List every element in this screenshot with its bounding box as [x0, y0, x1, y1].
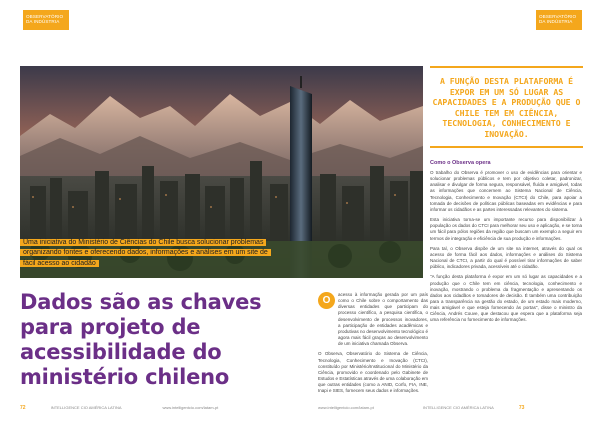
section-tag-left: OBSERVATÓRIO DA INDÚSTRIA	[23, 10, 69, 30]
drop-cap: O	[318, 292, 335, 309]
body-paragraph: "A função desta plataforma é expor em um só lugar as capacidades e a produção que o Chile tem em ciência, tecnologia, conhecimento e inovação, mostrando o problema da fragmentação e apresentando os dados aos cidadãos e tomadores de decisão. É também uma contribuição para a transparência na gestão do estado, de um estado mais moderno, mais amigável e que esteja fornecendo às portas", disse o ministro da Ciência, Andrés Couve, que destacou que espera que a plataforma seja uma referência no fornecimento de informações.	[430, 274, 582, 323]
body-paragraph: acesso à informação gerada por um país como o Chile sobre o comportamento das diversas entidades que participam do processo científico, a pesquisa científica, o desenvolvimento de processos inovadores, a participação de entidades acadêmicas e produtivas no desenvolvimento tecnológico é agora mais fácil graças ao desenvolvimento de um iniciativa chamada Observa.	[338, 292, 428, 347]
footer-url-right[interactable]: www.intelligentcio.com/latam-pt	[318, 405, 374, 410]
body-column-right	[430, 170, 582, 328]
body-column-left	[318, 292, 428, 399]
page-number-left: 72	[20, 405, 26, 411]
body-paragraph: Esta iniciativa torna-se um importante recurso para disponibilizar à população os dados do CTCI para melhorar seu uso e aplicação, e se torna um fácil para pólos regiões da região que buscam um exemplo a seguir em termos de integração e eficiência de sua produção e informações.	[430, 217, 582, 241]
footer-magazine-right: INTELLIGENCE CIO AMÉRICA LATINA	[422, 405, 494, 410]
footer-right	[318, 405, 524, 411]
body-paragraph: O Observa, Observatório do Sistema de Ciência, Tecnologia, Conhecimento e Inovação (CTCI), constituído por Ministério/Institucional do Ministério da Ciência, promovido e coordenado pelo Gabinete de Estudos e Estatísticas através de uma colaboração em que outras entidades (como a ANID, Corfo, FIA, INE, Inapi e SIES, fornecem seus dados e informações.	[318, 351, 428, 394]
sidebar-heading: Como o Observa opera	[430, 160, 491, 166]
article-title: Dados são as chaves para projeto de acessibilidade do ministério chileno	[20, 290, 262, 389]
pull-quote: A FUNÇÃO DESTA PLATAFORMA É EXPOR EM UM SÓ LUGAR AS CAPACIDADES E A PRODUÇÃO QUE O CHILE TEM EM CIÊNCIA, TECNOLOGIA, CONHECIMENTO E INOVAÇÃO.	[430, 66, 583, 148]
footer-url-left[interactable]: www.intelligentcio.com/latam-pt	[162, 405, 219, 410]
page-number-right: 73	[518, 405, 525, 411]
body-paragraph: Para tal, o Observa dispõe de um site na internet, através do qual os acesso de forma fácil aos dados, informações e análises do Sistema Nacional de CTCI, a partir do qual é possível tirar informações de saber público, indicadores privada, acessíveis até o cidadão.	[430, 245, 582, 270]
body-paragraph: O trabalho do Observa é promover o uso de evidências para orientar e solucionar problemas públicos e tem por objetivo coletar, padronizar, analisar e divulgar de forma segura, responsável, fluída e amigável, todas as informações que concernem ao Sistema Nacional de Ciência, Tecnologia, Conhecimento e Inovação (CTCI) do Chile, para apoiar a tomada de decisões de políticas públicas baseadas em evidências e para informar os cidadãos e as partes interessadas relevantes do sistema.	[430, 170, 582, 212]
hero-caption: Uma iniciativa do Ministério de Ciências do Chile busca solucionar problemas organizando fontes e oferecendo dados, informações e análises em um site de fácil acesso ao cidadão	[20, 238, 275, 269]
section-tag-right: OBSERVATÓRIO DA INDÚSTRIA	[536, 10, 582, 30]
footer-magazine-left: INTELLIGENCE CIO AMÉRICA LATINA	[50, 405, 122, 410]
footer-left	[20, 405, 218, 411]
